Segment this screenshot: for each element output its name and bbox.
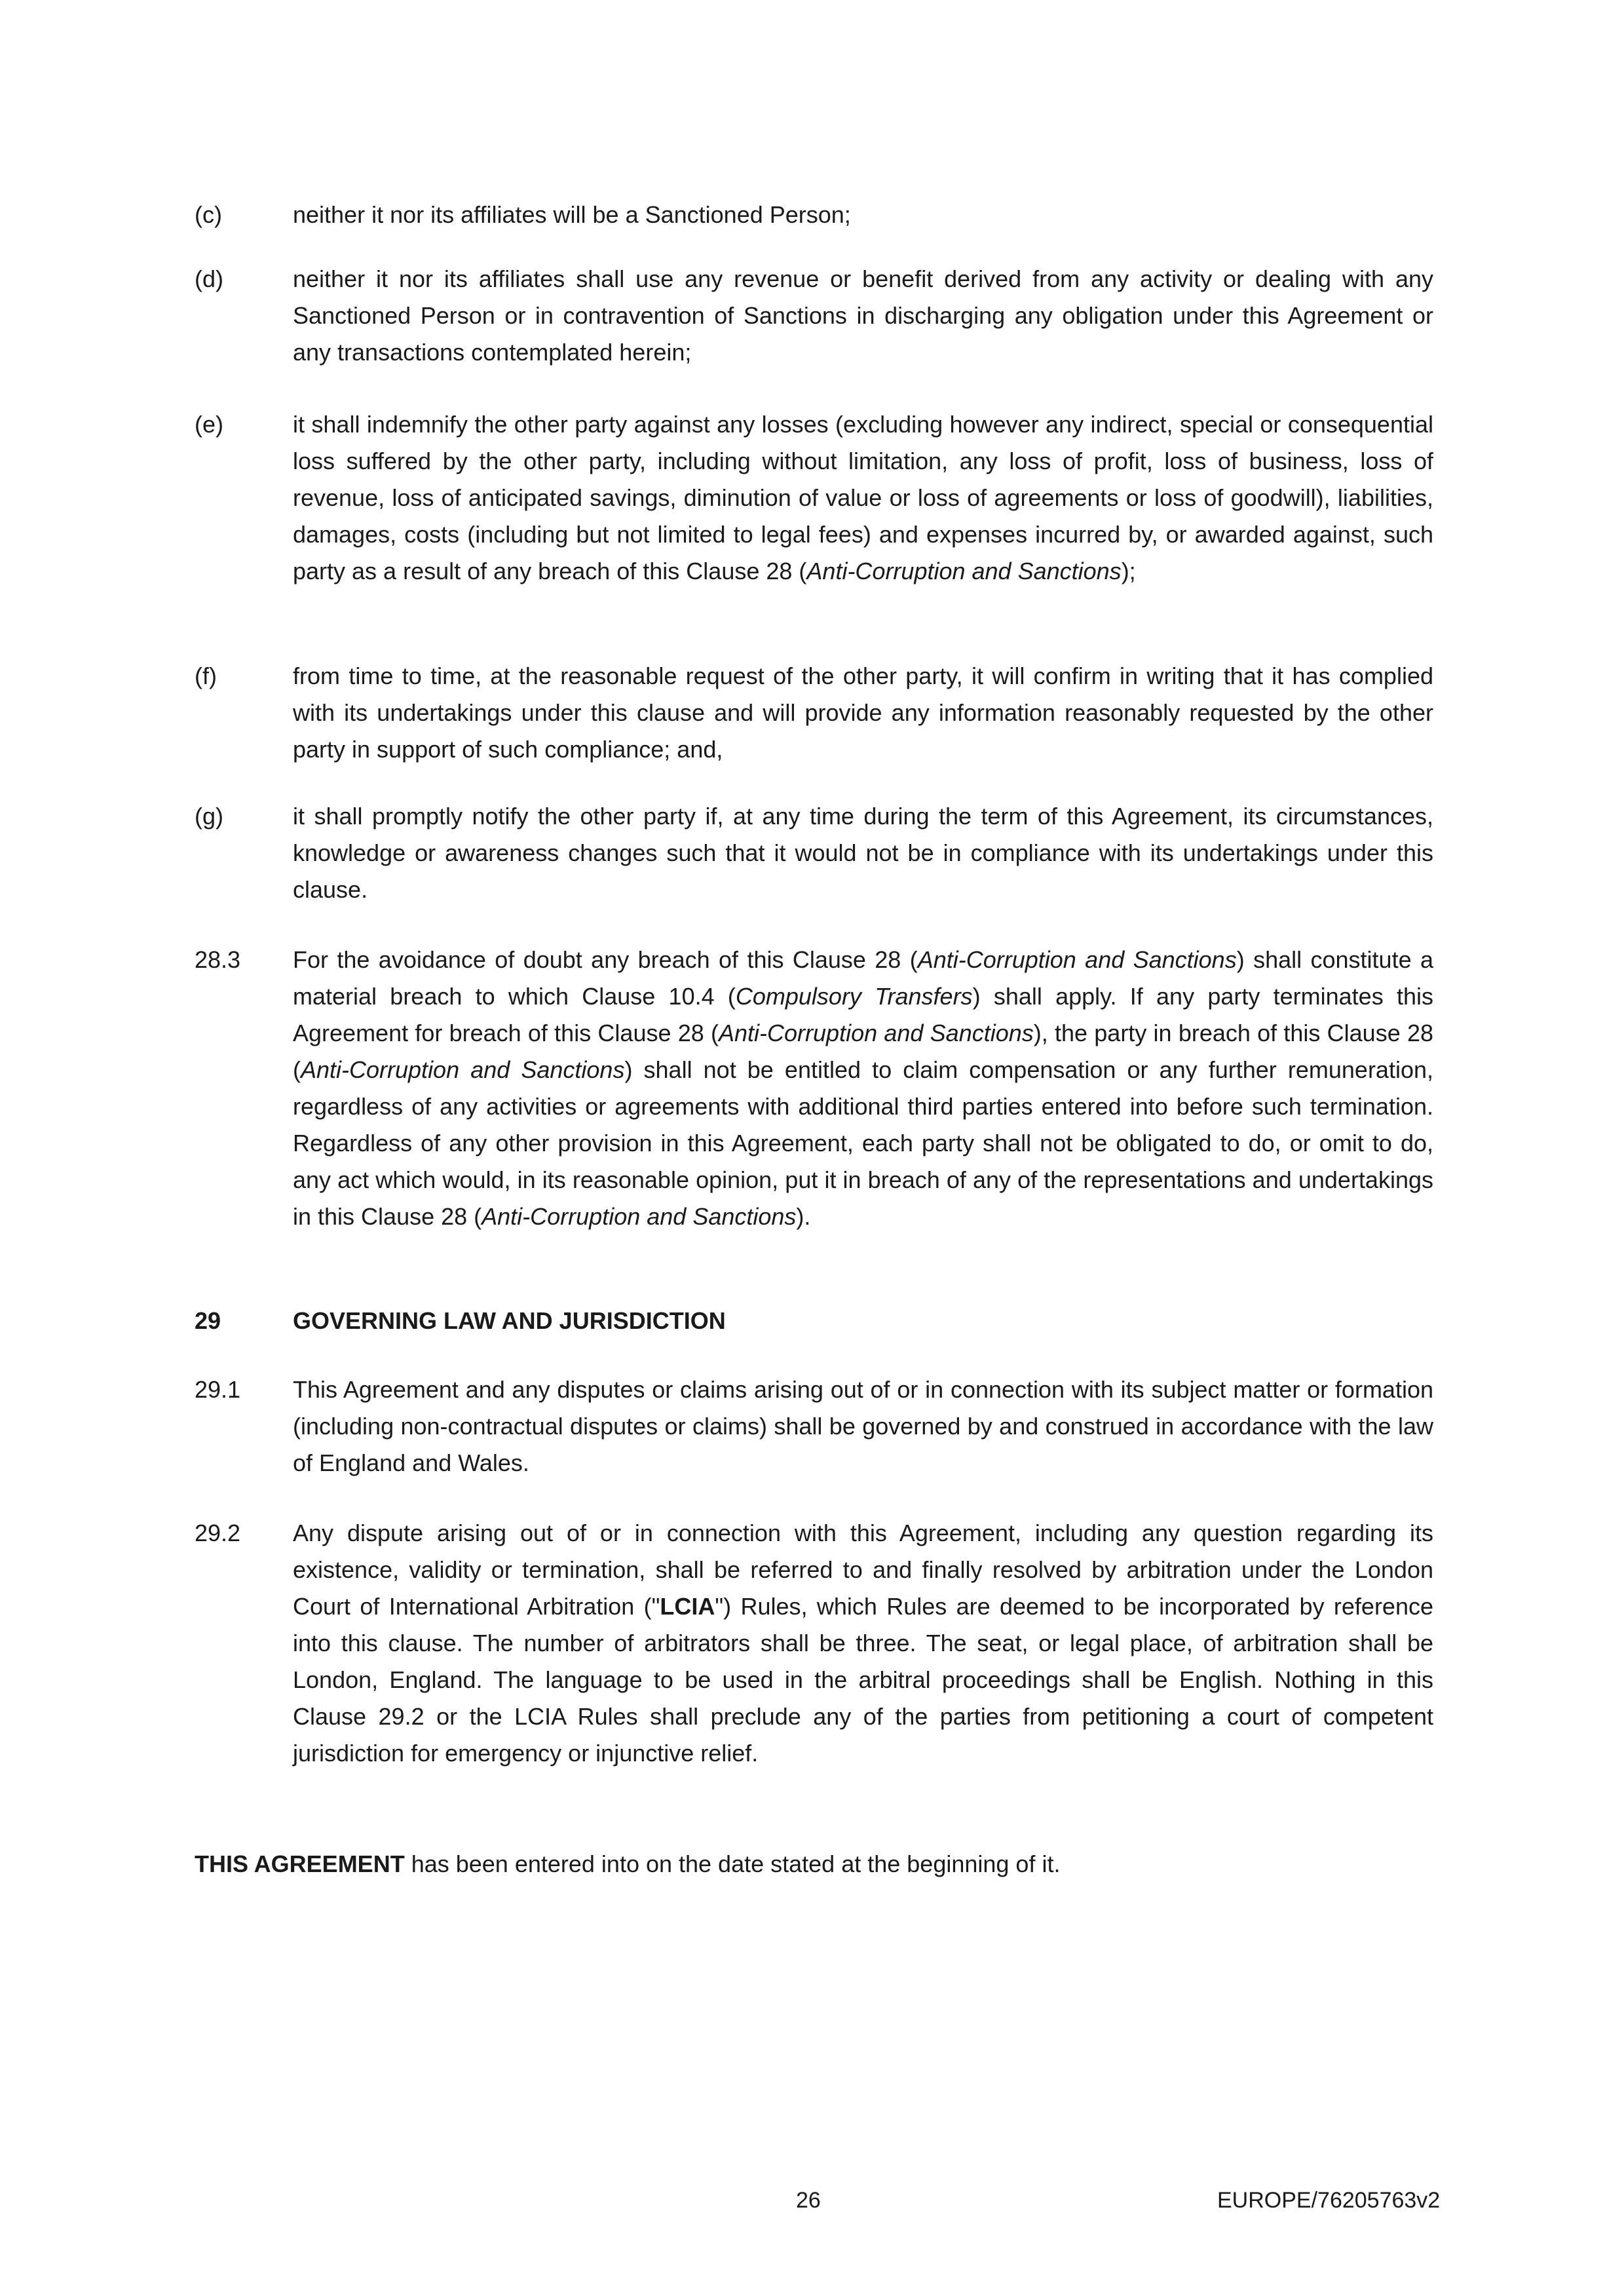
clause-number: (e) [195,411,223,438]
clause-text [293,406,1433,590]
clause-number: (g) [195,803,223,830]
text-segment: has been entered into on the date stated at the beginning of it. [404,1850,1061,1877]
clause-number: 28.3 [195,946,241,973]
text-segment: ") Rules, which Rules are deemed to be incorporated by reference into this clause. The number of arbitrators shall be three. The seat, or legal place, of arbitration shall be London, England. The language to be used in the arbitral proceedings shall be English. Nothing in this Clause 29.2 or the LCIA Rules shall preclude any of the parties from petitioning a court of competent jurisdiction for emergency or injunctive relief. [293,1593,1433,1767]
text-segment: ), the party in breach of this Clause 28 ( [293,1020,1433,1083]
text-segment: it shall promptly notify the other party if, at any time during the term of this Agreement, its circumstances, knowledge or awareness changes such that it would not be in compliance with its undertakings under this clause. [293,803,1433,903]
text-segment: Any dispute arising out of or in connection with this Agreement, including any question regarding its existence, validity or termination, shall be referred to and finally resolved by arbitration under the London Court of International Arbitration (" [293,1520,1433,1620]
clause-text [293,1303,1433,1339]
text-segment: neither it nor its affiliates shall use any revenue or benefit derived from any activity or dealing with any Sanctioned Person or in contravention of Sanctions in discharging any obligation under this Agreement or any transactions contemplated herein; [293,265,1433,366]
text-segment: ) shall not be entitled to claim compensation or any further remuneration, regardless of any activities or agreements with additional third parties entered into before such termination. Regardless of any other provision in this Agreement, each party shall not be obligated to do, or omit to do, any act which would, in its reasonable opinion, put it in breach of any of the representations and undertakings in this Clause 28 ( [293,1056,1433,1230]
bold-text: THIS AGREEMENT [195,1850,405,1877]
clause-number: 29.1 [195,1376,241,1403]
clause-text [293,197,1433,233]
clause-text [293,798,1433,908]
text-segment: neither it nor its affiliates will be a Sanctioned Person; [293,201,851,228]
document-reference: EUROPE/76205763v2 [1217,2188,1441,2213]
clause-number: 29.2 [195,1520,241,1546]
text-segment: ) shall constitute a material breach to which Clause 10.4 ( [293,946,1433,1010]
italic-text: Anti-Corruption and Sanctions [719,1020,1034,1046]
page-number: 26 [796,2188,821,2213]
clause-number: 29 [195,1307,221,1334]
text-segment: This Agreement and any disputes or claims arising out of or in connection with its subject matter or formation (including non-contractual disputes or claims) shall be governed by and construed in accordance with the law of England and Wales. [293,1376,1433,1476]
text-segment: from time to time, at the reasonable request of the other party, it will confirm in writing that it has complied with its undertakings under this clause and will provide any information reasonably requested by the other party in support of such compliance; and, [293,662,1433,763]
clause-text [293,658,1433,768]
clause-number: (d) [195,265,223,292]
clause-text [293,261,1433,371]
clause-number: (f) [195,662,217,689]
italic-text: Anti-Corruption and Sanctions [806,558,1122,584]
text-segment: ). [796,1203,811,1230]
italic-text: Anti-Corruption and Sanctions [301,1056,625,1083]
text-segment: For the avoidance of doubt any breach of this Clause 28 ( [293,946,918,973]
text-segment: GOVERNING LAW AND JURISDICTION [293,1307,726,1334]
italic-text: Anti-Corruption and Sanctions [482,1203,797,1230]
text-segment: it shall indemnify the other party against any losses (excluding however any indirect, special or consequential loss suffered by the other party, including without limitation, any loss of profit, loss of business, loss of revenue, loss of anticipated savings, diminution of value or loss of agreements or loss of goodwill), liabilities, damages, costs (including but not limited to legal fees) and expenses incurred by, or awarded against, such party as a result of any breach of this Clause 28 ( [293,411,1433,584]
clause-text [293,1371,1433,1482]
clause-text [293,1515,1433,1772]
italic-text: Anti-Corruption and Sanctions [917,946,1237,973]
text-segment: ); [1121,558,1136,584]
bold-text: LCIA [660,1593,715,1620]
clause-number: (c) [195,201,222,228]
text-segment: ) shall apply. If any party terminates this Agreement for breach of this Clause 28 ( [293,983,1433,1046]
clause-text [293,942,1433,1235]
italic-text: Compulsory Transfers [735,983,973,1010]
